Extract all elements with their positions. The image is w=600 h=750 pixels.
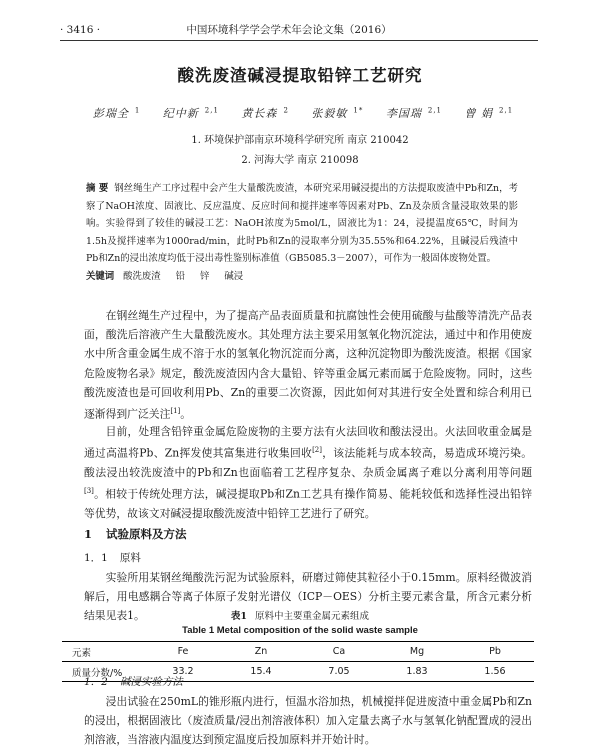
table-header-cell: Pb [489,646,501,657]
author: 曾 娟 $^{2,1}$ [464,106,514,120]
running-header [60,22,538,37]
table-cell: 质量分数/% [72,667,123,679]
author: 彭瑞全 $^1$ [92,106,141,120]
table-caption-en: Table 1 Metal composition of the solid waste sample [182,625,418,636]
affiliation: 1. 环境保护部南京环境科学研究所 南京 210042 [191,135,409,146]
author: 黄长森 $^2$ [241,106,289,120]
journal-title: 中国环境科学学会学术年会论文集（2016） [186,24,392,36]
author: 张毅敏 $^{1*}$ [311,106,364,120]
table-cell: 33.2 [172,666,194,677]
keyword: 锌 [200,270,210,282]
page-number: · 3416 · [60,24,101,36]
intro-paragraph-2: 目前，处理含铅锌重金属危险废物的主要方法有火法回收和酸法浸出。火法回收重金属是通过高温将Pb、Zn挥发使其富集进行收集回收[2]，该法能耗与成本较高，易造成环境污染。酸法浸出较洗废渣中的Pb和Zn也面临着工艺程序复杂、杂质金属离子难以分离利用等问题[3]。相较于传统处理方法，碱浸提取Pb和Zn工艺具有操作简易、能耗较低和选择性浸出铅锌等优势，故该文对碱浸提取酸洗废渣中铅锌工艺进行了研究。 [84,425,532,520]
section-heading: 1 试验原料及方法 [84,527,187,541]
table-caption-cn: 表1 原料中主要重金属元素组成 [230,611,370,622]
subsection-heading: 1．2 碱浸实验方法 [84,676,183,688]
table-header-cell: Mg [409,646,425,657]
affiliation: 2. 河海大学 南京 210098 [241,155,359,166]
table-header-row [62,642,534,662]
keyword: 铅 [175,270,186,282]
table-header-cell: 元素 [72,647,92,659]
header-rule [60,40,538,41]
table-cell: 15.4 [250,666,272,677]
keyword: 碱浸 [224,270,244,282]
table-header-cell: Fe [177,646,189,657]
abstract-text: 钢丝绳生产工序过程中会产生大量酸洗废渣，本研究采用碱浸提出的方法提取废渣中Pb和Zn，考察了NaOH浓度、固液比、反应温度、反应时间和搅拌速率等因素对Pb、Zn及杂质含量浸取效果的影响。实验得到了较佳的碱浸工艺：NaOH浓度为5mol/L，固液比为1：24，浸提温度65℃，时间为1.5h及搅拌速率为1000rad/min，此时Pb和Zn的浸取率分别为35.55%和64.22%，且碱浸后残渣中Pb和Zn的浸出浓度均低于浸出毒性鉴别标准值（GB5085.3－2007），可作为一般固体废物处置。 [86,183,518,264]
table-cell: 1.56 [484,666,506,677]
keyword: 酸洗废渣 [123,270,161,282]
author: 李国瑞 $^{2,1}$ [385,106,443,120]
table-cell: 1.83 [406,666,428,677]
intro-paragraph-1: 在钢丝绳生产过程中，为了提高产品表面质量和抗腐蚀性会使用硫酸与盐酸等清洗产品表面，酸洗后溶液产生大量酸洗废水。其处理方法主要采用氢氧化物沉淀法，通过中和作用使废水中所含重金属生成不溶于水的氢氧化物沉淀而分离，这种沉淀物即为酸洗废渣。根据《国家危险废物名录》规定，酸洗废渣因内含大量铅、锌等重金属元素而属于危险废物。同时，这些酸洗废渣也是可回收利用Pb、Zn的重要二次资源，因此如何对其进行安全处置和综合利用已逐渐得到广泛关注[1]。 [84,309,532,421]
keywords [86,268,518,286]
abstract-body [86,180,518,268]
subsection-heading: 1．1 原料 [84,552,141,564]
author-list [0,105,600,121]
paper-title: 酸洗废渣碱浸提取铅锌工艺研究 [177,66,423,85]
citation[interactable]: [1] [170,407,181,416]
table-header-cell: Ca [332,646,346,657]
table-cell: 7.05 [328,666,350,677]
abstract [86,180,518,285]
keywords-label: 关键词 [86,270,115,282]
citation[interactable]: [2] [312,446,322,455]
materials-paragraph: 实验所用某钢丝绳酸洗污泥为试验原料，研磨过筛使其粒径小于0.15mm。原料经微波消解后，用电感耦合等离子体原子发射光谱仪（ICP－OES）分析主要元素含量，所含元素分析结果见表1。 [84,571,532,623]
abstract-label: 摘 要 [86,183,109,194]
citation[interactable]: [3] [84,487,94,496]
table-header-cell: Zn [254,646,268,657]
author: 纪中新 $^{2,1}$ [162,106,219,120]
method-paragraph: 浸出试验在250mL的锥形瓶内进行，恒温水浴加热，机械搅拌促进废渣中重金属Pb和Zn的浸出，根据固液比（废渣质量/浸出剂溶液体积）加入定量去离子水与氢氧化钠配置成的浸出剂溶液，当溶液内温度达到预定温度后投加原料并开始计时。 [84,695,532,747]
